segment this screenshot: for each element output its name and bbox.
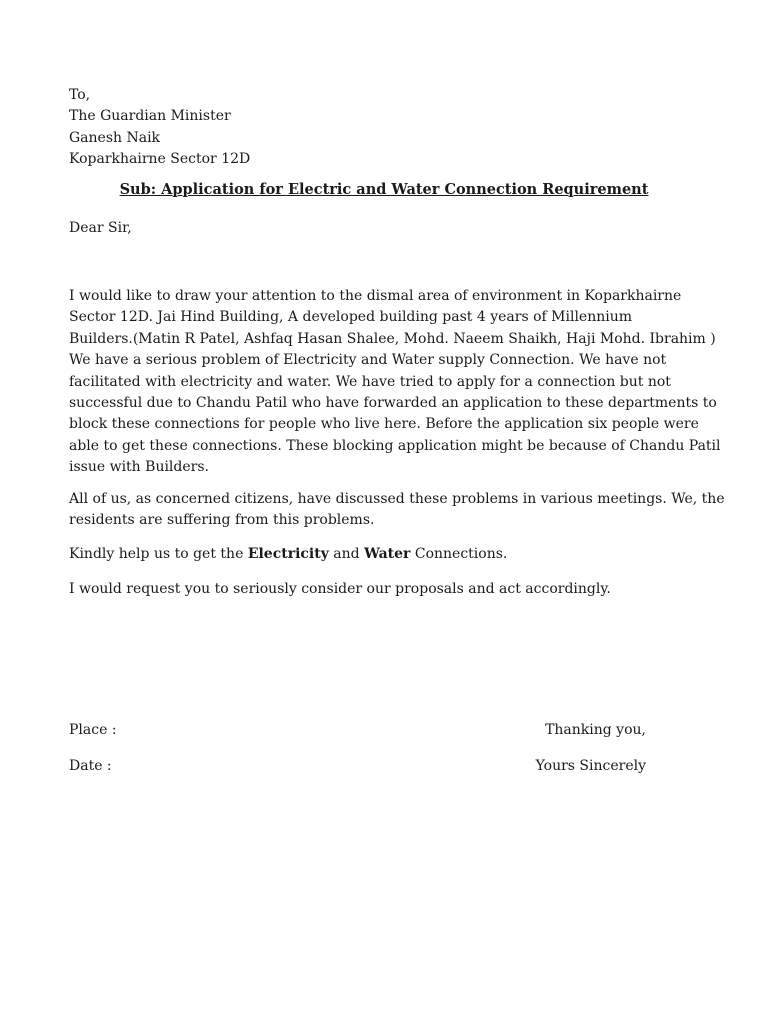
paragraph-3-line: [69, 544, 709, 565]
recipient-title: The Guardian Minister: [69, 108, 231, 124]
paragraph-4: [69, 579, 709, 600]
thanks-line: Thanking you,: [545, 722, 646, 738]
recipient-location: Koparkhairne Sector 12D: [69, 151, 251, 167]
paragraph-2: [69, 489, 725, 532]
paragraph-1-line: facilitated with electricity and water. We have tried to apply for a connection but not: [69, 373, 671, 390]
paragraph-1-line: able to get these connections. These blocking application might be because of Chandu Patil: [69, 437, 721, 454]
date-label: Date :: [69, 758, 112, 774]
place-label: Place :: [69, 722, 117, 738]
paragraph-1-line: successful due to Chandu Patil who have forwarded an application to these departments to: [69, 395, 717, 412]
paragraph-1-line: block these connections for people who live here. Before the application six people were: [69, 416, 699, 433]
to-line: To,: [69, 87, 91, 103]
paragraph-1-line: We have a serious problem of Electricity and Water supply Connection. We have not: [69, 352, 667, 369]
water-emphasis: Water: [364, 546, 411, 562]
paragraph-2-line: All of us, as concerned citizens, have discussed these problems in various meetings. We, the: [69, 491, 725, 507]
salutation: Dear Sir,: [69, 220, 132, 236]
paragraph-3-suffix: Connections.: [410, 546, 508, 562]
electricity-emphasis: Electricity: [247, 546, 329, 562]
closing-line: Yours Sincerely: [535, 758, 646, 774]
paragraph-1-line: Sector 12D. Jai Hind Building, A developed building past 4 years of Millennium: [69, 309, 633, 326]
paragraph-2-line: residents are suffering from this problems.: [69, 512, 375, 529]
paragraph-1-line: I would like to draw your attention to the dismal area of environment in Koparkhairne: [69, 288, 682, 304]
paragraph-3-prefix: Kindly help us to get the: [69, 546, 248, 562]
paragraph-3: [69, 544, 709, 565]
paragraph-3-middle: and: [328, 546, 365, 562]
subject-line: Sub: Application for Electric and Water Connection Requirement: [119, 181, 649, 198]
paragraph-4-line: I would request you to seriously consider our proposals and act accordingly.: [69, 581, 611, 597]
recipient-name: Ganesh Naik: [69, 130, 161, 146]
paragraph-1-line: Builders.(Matin R Patel, Ashfaq Hasan Shalee, Mohd. Naeem Shaikh, Haji Mohd. Ibrahim ): [69, 330, 716, 347]
paragraph-1-line: issue with Builders.: [69, 459, 209, 476]
paragraph-1: [69, 286, 721, 479]
